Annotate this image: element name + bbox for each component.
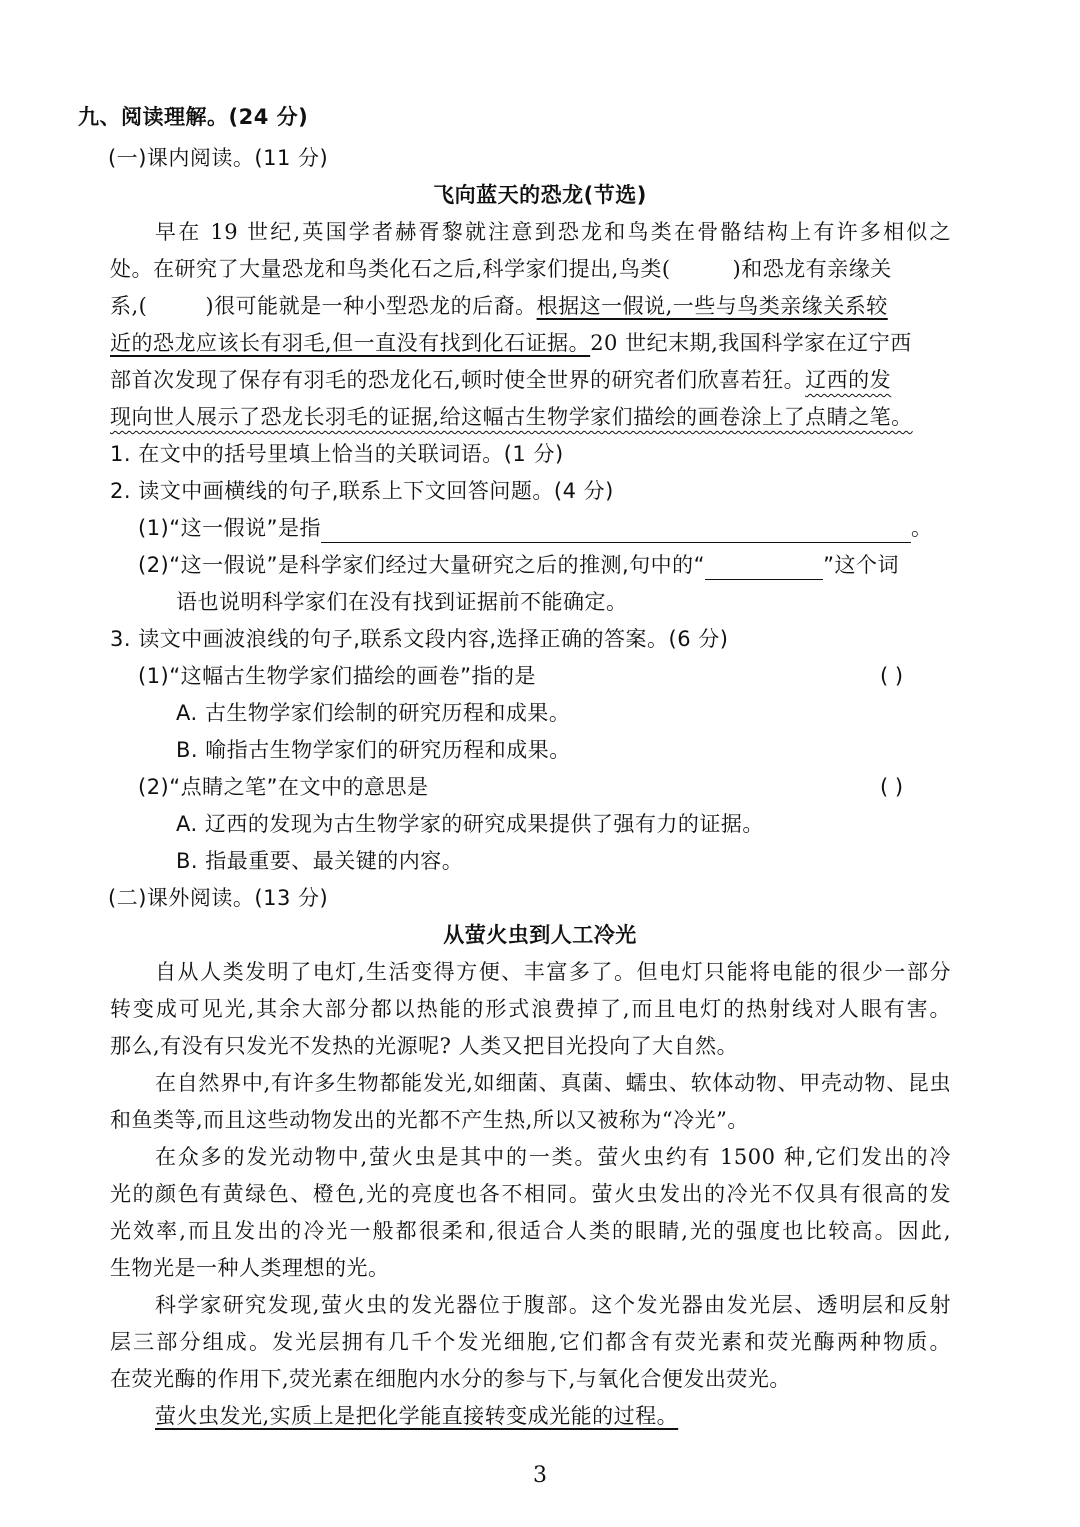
passage1-line [110,402,913,432]
question-2-2-cont: 语也说明科学家们在没有找到证据前不能确定。 [176,590,628,614]
passage2-line: 自从人类发明了电灯,生活变得方便、丰富多了。但电灯只能将电能的很少一部分 [155,960,951,984]
passage2-line: 转变成可见光,其余大部分都以热能的形式浪费掉了,而且电灯的热射线对人眼有害。 [110,997,951,1021]
question-text: ”这个词 [823,553,899,577]
underlined-sentence: 近的恐龙应该长有羽毛,但一直没有找到化石证据。 [110,331,591,355]
option-a: A. 古生物学家们绘制的研究历程和成果。 [176,701,571,725]
answer-blank[interactable] [321,520,911,543]
underlined-sentence: 根据这一假说,一些与鸟类亲缘关系较 [536,294,888,318]
part2-heading: (二)课外阅读。(13 分) [108,886,329,910]
question-text: 。 [911,516,933,540]
passage1-text: 20 世纪末期,我国科学家在辽宁西 [590,331,912,355]
passage2-line: 层三部分组成。发光层拥有几千个发光细胞,它们都含有荧光素和荧光酶两种物质。 [110,1330,951,1354]
answer-paren[interactable]: ( ) [880,775,904,799]
passage2-line: 在自然界中,有许多生物都能发光,如细菌、真菌、蠕虫、软体动物、甲壳动物、昆虫 [155,1071,951,1095]
passage1-title: 飞向蓝天的恐龙(节选) [433,183,647,207]
passage2-line: 在荧光酶的作用下,荧光素在细胞内水分的参与下,与氧化合便发出荧光。 [110,1367,791,1391]
passage2-line: 和鱼类等,而且这些动物发出的光都不产生热,所以又被称为“冷光”。 [110,1108,749,1132]
question-text: (1)“这一假说”是指 [138,516,322,540]
section-heading: 九、阅读理解。(24 分) [78,105,309,129]
passage1-text: )和恐龙有亲缘关 [732,257,892,281]
passage2-line: 光的颜色有黄绿色、橙色,光的亮度也各不相同。萤火虫发出的冷光不仅具有很高的发 [110,1182,951,1206]
passage1-line [110,291,888,321]
passage2-line: 生物光是一种人类理想的光。 [110,1256,390,1280]
question-1: 1. 在文中的括号里填上恰当的关联词语。(1 分) [110,442,564,466]
question-3-1: (1)“这幅古生物学家们描绘的画卷”指的是 [138,664,537,688]
question-2: 2. 读文中画横线的句子,联系上下文回答问题。(4 分) [110,479,614,503]
question-2-1 [138,513,933,543]
question-3-2: (2)“点睛之笔”在文中的意思是 [138,775,429,799]
passage2-line: 那么,有没有只发光不发热的光源呢? 人类又把目光投向了大自然。 [110,1034,739,1058]
option-b: B. 指最重要、最关键的内容。 [176,849,464,873]
answer-paren[interactable]: ( ) [880,664,904,688]
passage1-text: )很可能就是一种小型恐龙的后裔。 [205,294,537,318]
passage1-text: 处。在研究了大量恐龙和鸟类化石之后,科学家们提出,鸟类( [110,257,671,281]
passage1-line: 早在 19 世纪,英国学者赫胥黎就注意到恐龙和鸟类在骨骼结构上有许多相似之 [155,220,951,244]
passage1-text: 系,( [110,294,148,318]
passage1-text: 部首次发现了保存有羽毛的恐龙化石,顿时使全世界的研究者们欣喜若狂。 [110,368,806,392]
passage2-line [155,1401,678,1431]
passage2-title: 从萤火虫到人工冷光 [443,923,637,947]
option-a: A. 辽西的发现为古生物学家的研究成果提供了强有力的证据。 [176,812,764,836]
question-text: (2)“这一假说”是科学家们经过大量研究之后的推测,句中的“ [138,553,706,577]
passage1-line [110,328,912,358]
option-b: B. 喻指古生物学家们的研究历程和成果。 [176,738,571,762]
passage2-line: 在众多的发光动物中,萤火虫是其中的一类。萤火虫约有 1500 种,它们发出的冷 [155,1145,951,1169]
wavy-sentence: 现向世人展示了恐龙长羽毛的证据,给这幅古生物学家们描绘的画卷涂上了点睛之笔。 [110,405,913,429]
passage1-line [110,254,892,284]
underlined-sentence: 萤火虫发光,实质上是把化学能直接转变成光能的过程。 [155,1404,679,1428]
passage2-line: 科学家研究发现,萤火虫的发光器位于腹部。这个发光器由发光层、透明层和反射 [155,1293,951,1317]
answer-blank[interactable] [705,557,823,580]
part1-heading: (一)课内阅读。(11 分) [108,146,329,170]
question-3: 3. 读文中画波浪线的句子,联系文段内容,选择正确的答案。(6 分) [110,627,729,651]
passage1-line [110,365,891,395]
passage2-line: 光效率,而且发出的冷光一般都很柔和,很适合人类的眼睛,光的强度也比较高。因此, [110,1219,951,1243]
question-2-2 [138,550,899,580]
wavy-sentence: 辽西的发 [805,368,892,392]
page-number: 3 [533,1463,547,1488]
